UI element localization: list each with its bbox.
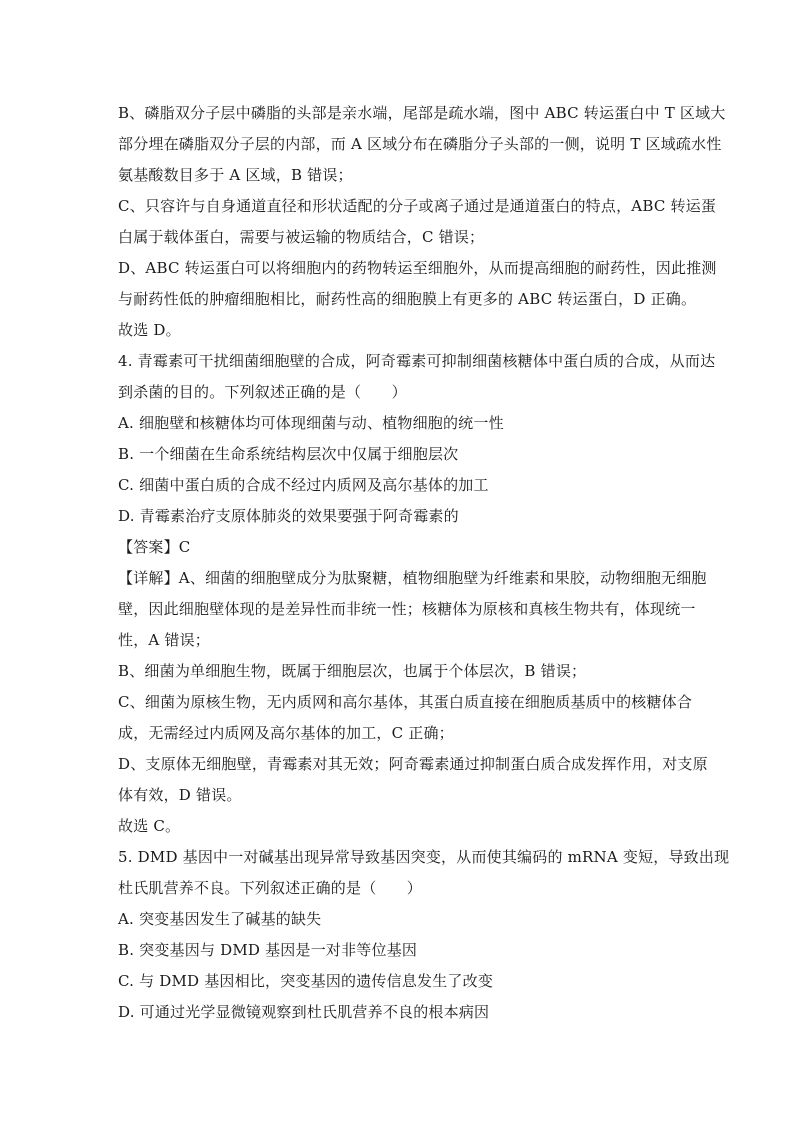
question-5-option-c: C. 与 DMD 基因相比，突变基因的遗传信息发生了改变 <box>118 972 494 990</box>
text-line: D、支原体无细胞壁，青霉素对其无效；阿奇霉素通过抑制蛋白质合成发挥作用，对支原 <box>118 755 708 773</box>
text-line: B、磷脂双分子层中磷脂的头部是亲水端，尾部是疏水端，图中 ABC 转运蛋白中 T 区域大 <box>118 104 726 122</box>
text-line: 成，无需经过内质网及高尔基体的加工，C 正确； <box>118 724 454 742</box>
question-5-option-a: A. 突变基因发生了碱基的缺失 <box>118 910 322 928</box>
question-5-stem: 5. DMD 基因中一对碱基出现异常导致基因突变，从而使其编码的 mRNA 变短，导致出现 <box>118 848 730 866</box>
text-line: B、细菌为单细胞生物，既属于细胞层次，也属于个体层次，B 错误； <box>118 662 587 680</box>
document-page <box>118 98 730 1028</box>
text-line: 部分埋在磷脂双分子层的内部，而 A 区域分布在磷脂分子头部的一侧，说明 T 区域疏水性 <box>118 135 722 153</box>
text-line: 与耐药性低的肿瘤细胞相比，耐药性高的细胞膜上有更多的 ABC 转运蛋白，D 正确。 <box>118 290 697 308</box>
question-4-stem: 到杀菌的目的。下列叙述正确的是（ ） <box>118 383 407 401</box>
text-line: 故选 D。 <box>118 321 181 339</box>
question-4-option-b: B. 一个细菌在生命系统结构层次中仅属于细胞层次 <box>118 445 459 463</box>
question-4-option-d: D. 青霉素治疗支原体肺炎的效果要强于阿奇霉素的 <box>118 507 459 525</box>
text-line: 体有效，D 错误。 <box>118 786 242 804</box>
answer-line: 【答案】C <box>118 538 191 556</box>
text-line: C、细菌为原核生物，无内质网和高尔基体，其蛋白质直接在细胞质基质中的核糖体合 <box>118 693 693 711</box>
text-line: 壁，因此细胞壁体现的是差异性而非统一性；核糖体为原核和真核生物共有，体现统一 <box>118 600 696 618</box>
question-5-option-d: D. 可通过光学显微镜观察到杜氏肌营养不良的根本病因 <box>118 1003 490 1021</box>
text-line: C、只容许与自身通道直径和形状适配的分子或离子通过是通道蛋白的特点，ABC 转运蛋 <box>118 197 717 215</box>
text-line: 白属于载体蛋白，需要与被运输的物质结合，C 错误； <box>118 228 485 246</box>
question-5-stem: 杜氏肌营养不良。下列叙述正确的是（ ） <box>118 879 423 897</box>
text-line: 故选 C。 <box>118 817 181 835</box>
text-line: 性，A 错误； <box>118 631 211 649</box>
text-line: 氨基酸数目多于 A 区域，B 错误； <box>118 166 353 184</box>
question-4-stem: 4. 青霉素可干扰细菌细胞壁的合成，阿奇霉素可抑制细菌核糖体中蛋白质的合成，从而达 <box>118 352 716 370</box>
question-4-option-c: C. 细菌中蛋白质的合成不经过内质网及高尔基体的加工 <box>118 476 489 494</box>
explanation-line: 【详解】A、细菌的细胞壁成分为肽聚糖，植物细胞壁为纤维素和果胶，动物细胞无细胞 <box>118 569 707 587</box>
question-5-option-b: B. 突变基因与 DMD 基因是一对非等位基因 <box>118 941 418 959</box>
question-4-option-a: A. 细胞壁和核糖体均可体现细菌与动、植物细胞的统一性 <box>118 414 504 432</box>
text-line: D、ABC 转运蛋白可以将细胞内的药物转运至细胞外，从而提高细胞的耐药性，因此推测 <box>118 259 717 277</box>
